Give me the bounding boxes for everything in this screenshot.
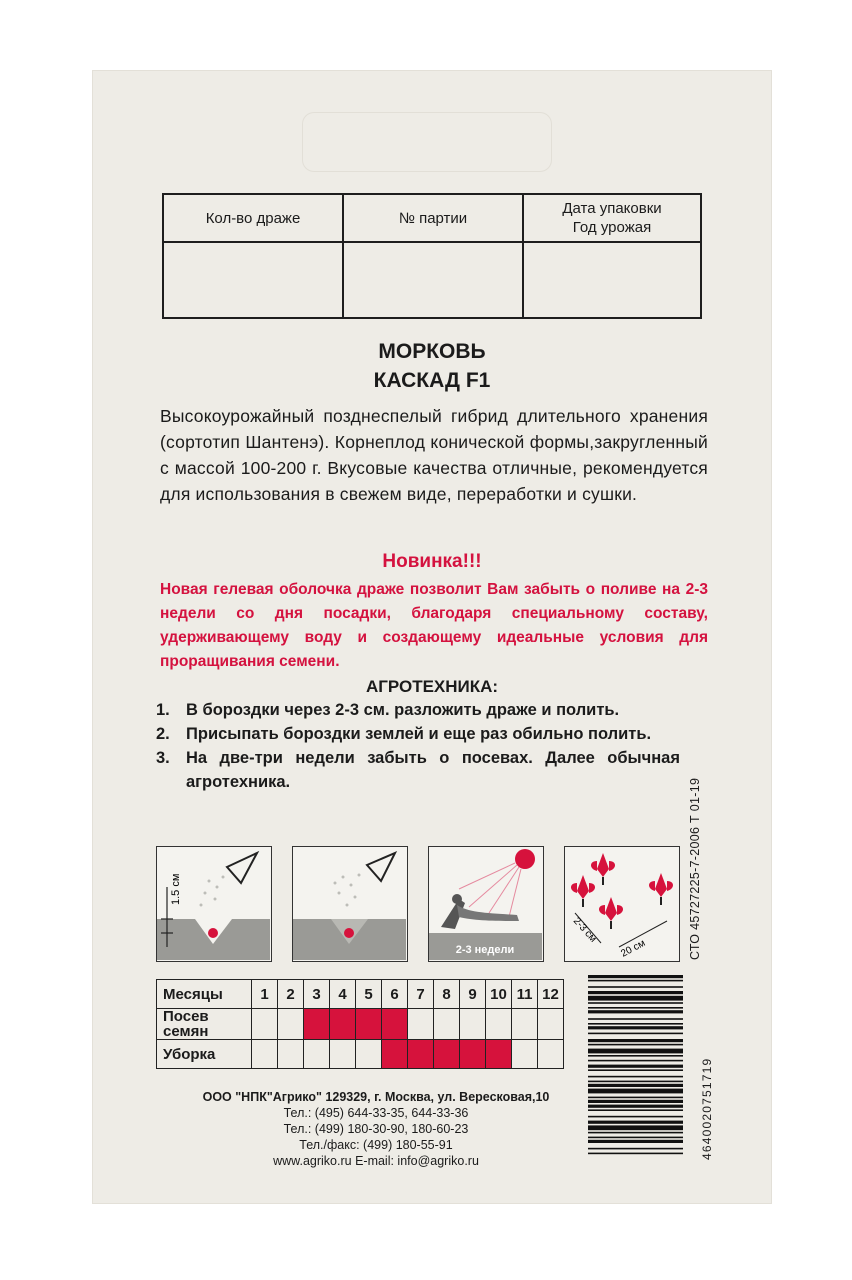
promo-title: Новинка!!!: [382, 551, 482, 572]
header-quantity: Кол-во драже: [164, 195, 344, 243]
planting-depth-pictogram: [156, 846, 272, 962]
phone-line-1: Тел.: (495) 644-33-35, 644-33-36: [283, 1106, 469, 1120]
barcode-bar: [588, 1069, 683, 1071]
spacing-row-label: 2-3 см: [570, 915, 599, 945]
barcode-bar: [588, 1055, 683, 1057]
month-cell: 3: [304, 980, 330, 1009]
fax-line: Тел./факс: (499) 180-55-91: [299, 1138, 453, 1152]
web-email: www.agriko.ru E-mail: info@agriko.ru: [273, 1154, 479, 1168]
promo-text: Новая гелевая оболочка драже позволит Вам забыть о поливе на 2-3 недели со дня посадки, благодаря специальному составу, удерживающему воду и создающему идеальные условия для проращивания семени.: [160, 581, 708, 670]
barcode-bar: [588, 975, 683, 978]
month-cell: 7: [408, 980, 434, 1009]
calendar-cell: [278, 1040, 304, 1069]
step-item: 1. В бороздки через 2-3 см. разложить драже и полить.: [156, 701, 620, 719]
barcode-bar: [588, 1060, 683, 1062]
calendar-cell: [408, 1009, 434, 1040]
calendar-cell: [434, 1040, 460, 1069]
barcode-bar: [588, 1065, 683, 1068]
calendar-cell: [330, 1040, 356, 1069]
calendar-cell: [382, 1040, 408, 1069]
row-label-harvest: Уборка: [157, 1040, 252, 1069]
barcode-bar: [588, 986, 683, 988]
barcode-bar: [588, 1018, 683, 1020]
barcode-bar: [588, 1116, 683, 1118]
cover-furrow-pictogram: [292, 846, 408, 962]
calendar-cell: [434, 1009, 460, 1040]
calendar-cell: [382, 1009, 408, 1040]
agrotech-steps: [156, 698, 680, 794]
step-item: 2. Присыпать бороздки землей и еще раз обильно полить.: [156, 725, 652, 743]
cell-quantity: [164, 243, 344, 317]
spacing-col-label: 20 см: [619, 937, 648, 960]
calendar-cell: [278, 1009, 304, 1040]
barcode-bar: [588, 1010, 683, 1013]
barcode-bar: [588, 1033, 683, 1035]
barcode-bar: [588, 1125, 683, 1130]
barcode-bar: [588, 996, 683, 1001]
calendar-row: [157, 1009, 564, 1040]
barcode-bar: [588, 1137, 683, 1139]
row-label-sowing: Посев семян: [157, 1009, 252, 1040]
calendar-cell: [304, 1009, 330, 1040]
barcode-bar: [588, 1097, 683, 1099]
barcode-bar: [588, 1109, 683, 1111]
barcode-bar: [588, 1049, 683, 1054]
month-cell: 11: [512, 980, 538, 1009]
calendar-cell: [486, 1009, 512, 1040]
calendar-cell: [538, 1009, 564, 1040]
barcode-bar: [588, 1140, 683, 1143]
hanging-slot: [302, 112, 552, 172]
company-contacts: [156, 1089, 596, 1169]
calendar-cell: [486, 1040, 512, 1069]
weeks-label: 2-3 недели: [455, 944, 515, 956]
spacing-pictogram: [564, 846, 680, 962]
barcode-bar: [588, 1121, 683, 1124]
barcode-bar: [588, 1007, 683, 1009]
month-cell: 2: [278, 980, 304, 1009]
packing-info-table: [162, 193, 702, 319]
calendar-row: [157, 1040, 564, 1069]
calendar-cell: [512, 1009, 538, 1040]
barcode-bar: [588, 1148, 683, 1150]
barcode-bar: [588, 1100, 683, 1103]
month-cell: 6: [382, 980, 408, 1009]
calendar-cell: [252, 1040, 278, 1069]
months-label: Месяцы: [157, 980, 252, 1009]
barcode-bar: [588, 1132, 683, 1134]
barcode-bar: [588, 1105, 683, 1108]
barcode: [588, 975, 683, 1155]
calendar-cell: [252, 1009, 278, 1040]
barcode-bar: [588, 1081, 683, 1083]
calendar-cell: [538, 1040, 564, 1069]
depth-label: 1.5 см: [170, 873, 182, 905]
month-cell: 4: [330, 980, 356, 1009]
cell-batch: [344, 243, 524, 317]
barcode-bar: [588, 1084, 683, 1087]
product-description: Высокоурожайный позднеспелый гибрид длительного хранения (сортотип Шантенэ). Корнеплод конической формы,закругленный с массой 100-200 г. Вкусовые качества отличные, рекомендуется для использования в свежем виде, переработки и сушки.: [160, 406, 708, 504]
calendar-cell: [330, 1009, 356, 1040]
month-cell: 10: [486, 980, 512, 1009]
month-cell: 5: [356, 980, 382, 1009]
barcode-bar: [588, 991, 683, 994]
header-batch: № партии: [344, 195, 524, 243]
header-date: Дата упаковки Год урожая: [524, 195, 700, 243]
barcode-number: 4640020751719: [700, 1057, 714, 1160]
barcode-bar: [588, 1023, 683, 1025]
barcode-bar: [588, 1044, 683, 1046]
month-cell: 12: [538, 980, 564, 1009]
calendar-cell: [460, 1009, 486, 1040]
barcode-bar: [588, 1153, 683, 1155]
calendar-table: [156, 979, 564, 1069]
agrotech-title: АГРОТЕХНИКА:: [365, 677, 499, 696]
barcode-bar: [588, 1026, 683, 1029]
calendar-cell: [408, 1040, 434, 1069]
calendar-cell: [304, 1040, 330, 1069]
phone-line-2: Тел.: (499) 180-30-90, 180-60-23: [283, 1122, 469, 1136]
barcode-bar: [588, 980, 683, 982]
calendar-cell: [512, 1040, 538, 1069]
company-address: ООО "НПК"Агрико" 129329, г. Москва, ул. Вересковая,10: [202, 1090, 550, 1104]
barcode-bar: [588, 1076, 683, 1078]
product-variety: КАСКАД F1: [373, 369, 491, 392]
month-cell: 8: [434, 980, 460, 1009]
calendar-header-row: [157, 980, 564, 1009]
calendar-cell: [460, 1040, 486, 1069]
standard-code: СТО 45727225-7-2006 Т 01-19: [688, 777, 702, 960]
month-cell: 9: [460, 980, 486, 1009]
product-title: МОРКОВЬ: [378, 340, 486, 363]
wait-weeks-pictogram: [428, 846, 544, 962]
barcode-bar: [588, 1002, 683, 1004]
month-cell: 1: [252, 980, 278, 1009]
barcode-bar: [588, 1039, 683, 1042]
cell-date: [524, 243, 700, 317]
calendar-cell: [356, 1040, 382, 1069]
step-item: 3. На две-три недели забыть о посевах. Далее обычная агротехника.: [156, 749, 680, 791]
calendar-cell: [356, 1009, 382, 1040]
barcode-bar: [588, 1089, 683, 1094]
